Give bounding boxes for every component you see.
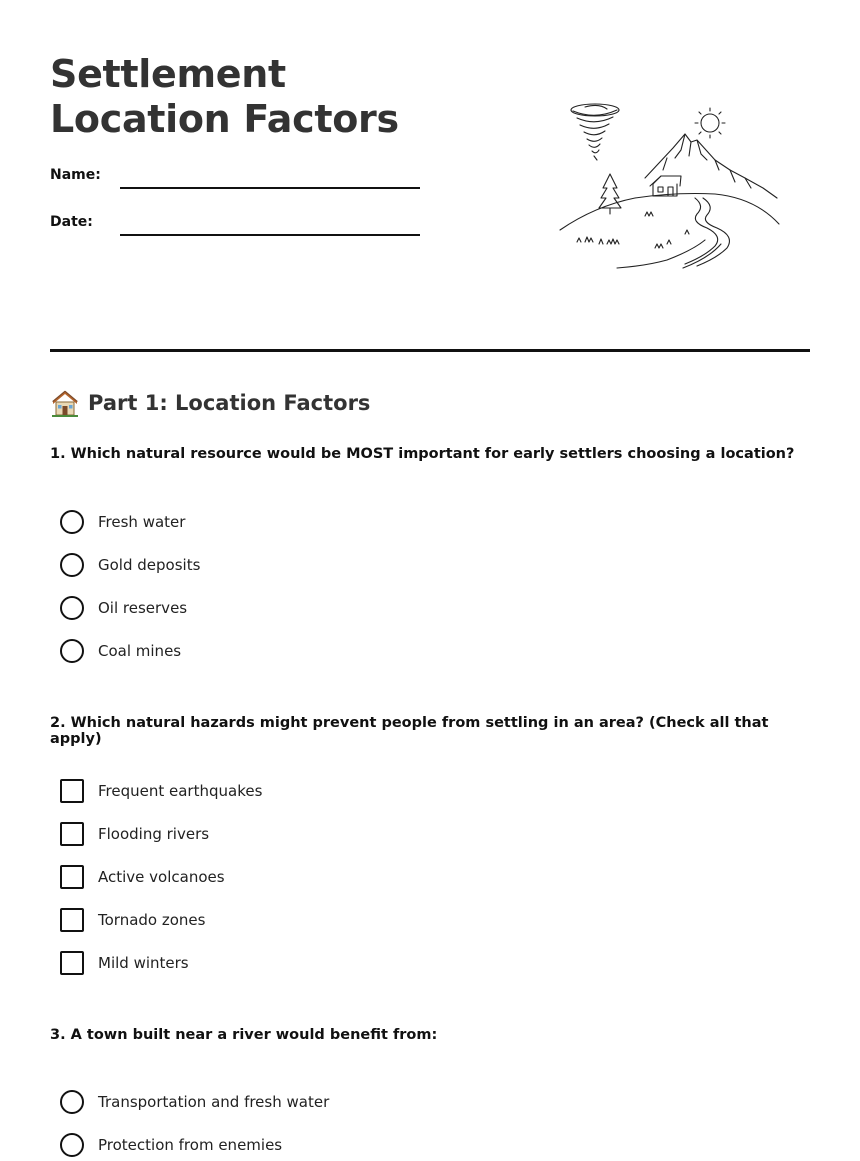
checkbox[interactable]	[60, 908, 84, 932]
radio-button[interactable]	[60, 553, 84, 577]
mountain-icon	[645, 134, 777, 198]
question-2: 2. Which natural hazards might prevent people from settling in an area? (Check all that apply)	[50, 715, 769, 747]
q1-option-gold-deposits[interactable]	[60, 552, 200, 578]
house-icon	[50, 388, 80, 418]
radio-button[interactable]	[60, 1133, 84, 1157]
q3-option-transportation[interactable]	[60, 1089, 329, 1115]
q1-option-coal-mines[interactable]	[60, 638, 181, 664]
q2-option-volcanoes[interactable]	[60, 864, 225, 890]
option-label: Fresh water	[98, 513, 186, 531]
option-label: Mild winters	[98, 954, 189, 972]
part1-title: Part 1: Location Factors	[88, 391, 371, 415]
checkbox[interactable]	[60, 779, 84, 803]
house-building-icon	[650, 176, 681, 196]
q1-option-oil-reserves[interactable]	[60, 595, 187, 621]
landscape-illustration	[555, 98, 785, 274]
checkbox[interactable]	[60, 865, 84, 889]
river-icon	[617, 198, 729, 268]
q2-option-earthquakes[interactable]	[60, 778, 262, 804]
option-label: Active volcanoes	[98, 868, 225, 886]
checkbox[interactable]	[60, 951, 84, 975]
radio-button[interactable]	[60, 1090, 84, 1114]
radio-button[interactable]	[60, 639, 84, 663]
worksheet-title: Settlement Location Factors	[50, 52, 399, 141]
tornado-icon	[571, 104, 619, 160]
grass-icon	[577, 212, 689, 248]
option-label: Flooding rivers	[98, 825, 210, 843]
option-label: Gold deposits	[98, 556, 201, 574]
q2-option-mild-winters[interactable]	[60, 950, 189, 976]
option-label: Tornado zones	[98, 911, 206, 929]
q3-option-protection[interactable]	[60, 1132, 282, 1158]
option-label: Transportation and fresh water	[98, 1093, 330, 1111]
sun-icon	[695, 108, 725, 138]
radio-button[interactable]	[60, 596, 84, 620]
option-label: Coal mines	[98, 642, 182, 660]
radio-button[interactable]	[60, 510, 84, 534]
q2-option-tornado-zones[interactable]	[60, 907, 205, 933]
q2-option-flooding-rivers[interactable]	[60, 821, 209, 847]
option-label: Oil reserves	[98, 599, 188, 617]
checkbox[interactable]	[60, 822, 84, 846]
section-divider	[50, 349, 810, 352]
part1-heading	[50, 388, 370, 418]
date-field[interactable]	[120, 234, 420, 236]
q1-option-fresh-water[interactable]	[60, 509, 185, 535]
question-1: 1. Which natural resource would be MOST important for early settlers choosing a location?	[50, 446, 795, 462]
question-3: 3. A town built near a river would benefit from:	[50, 1027, 438, 1043]
option-label: Frequent earthquakes	[98, 782, 263, 800]
name-field[interactable]	[120, 187, 420, 189]
option-label: Protection from enemies	[98, 1136, 283, 1154]
name-label: Name:	[50, 167, 101, 183]
date-label: Date:	[50, 214, 93, 230]
